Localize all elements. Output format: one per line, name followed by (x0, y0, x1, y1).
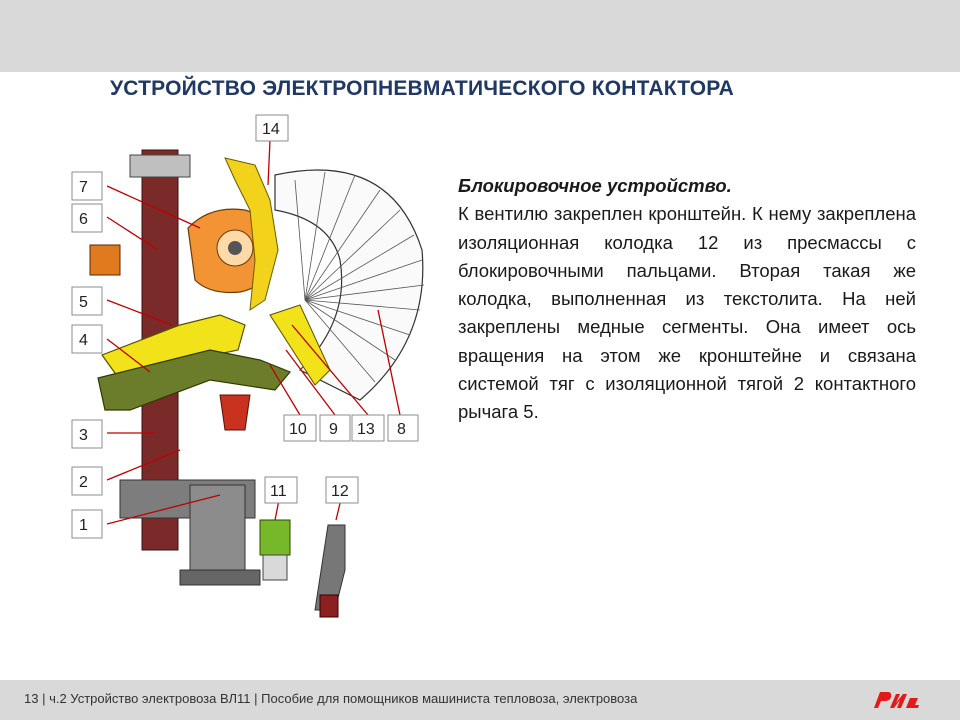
svg-text:1: 1 (79, 517, 88, 534)
description-paragraph: К вентилю закреплен кронштейн. К нему закреплена изоляционная колодка 12 из пресмассы с блокировочными пальцами. Вторая такая же колодка, выполненная из текстолита. На ней закреплены медные сегменты. Она имеет ось вращения на этом же кронштейне и связана системой тяг с изоляционной тягой 2 контактного рычага 5. (458, 203, 916, 423)
footer-caption: | ч.2 Устройство электровоза ВЛ11 | Пособие для помощников машиниста тепловоза, электровоза (42, 691, 638, 706)
callout-7 (72, 172, 102, 200)
slide-title: УСТРОЙСТВО ЭЛЕКТРОПНЕВМАТИЧЕСКОГО КОНТАКТОРА (110, 77, 735, 100)
svg-text:2: 2 (79, 474, 88, 491)
description-heading: Блокировочное устройство. (458, 175, 732, 196)
callout-11 (265, 477, 297, 503)
callout-3 (72, 420, 102, 448)
svg-text:3: 3 (79, 427, 88, 444)
footer-bar (0, 680, 960, 720)
contactor-diagram (60, 110, 440, 640)
svg-text:6: 6 (79, 211, 88, 228)
callout-10 (284, 415, 316, 441)
svg-text:5: 5 (79, 294, 88, 311)
callout-8 (388, 415, 418, 441)
callout-4 (72, 325, 102, 353)
svg-text:13: 13 (357, 421, 375, 438)
pneumatic-drive (120, 480, 260, 585)
svg-text:7: 7 (79, 179, 88, 196)
callout-9 (320, 415, 350, 441)
svg-text:11: 11 (270, 483, 287, 500)
top-bar (0, 0, 960, 72)
svg-text:12: 12 (331, 483, 349, 500)
footer-text (24, 691, 637, 706)
callout-12 (326, 477, 358, 503)
description (458, 172, 916, 427)
callout-1 (72, 510, 102, 538)
svg-text:9: 9 (329, 421, 338, 438)
page-number: 13 (24, 691, 39, 706)
callout-14 (256, 115, 288, 141)
svg-text:4: 4 (79, 332, 88, 349)
svg-text:8: 8 (397, 421, 406, 438)
callout-2 (72, 467, 102, 495)
callout-13 (352, 415, 384, 441)
callout-6 (72, 204, 102, 232)
svg-text:10: 10 (289, 421, 307, 438)
callout-5 (72, 287, 102, 315)
svg-text:14: 14 (262, 121, 280, 138)
rzd-logo-icon (870, 688, 922, 712)
